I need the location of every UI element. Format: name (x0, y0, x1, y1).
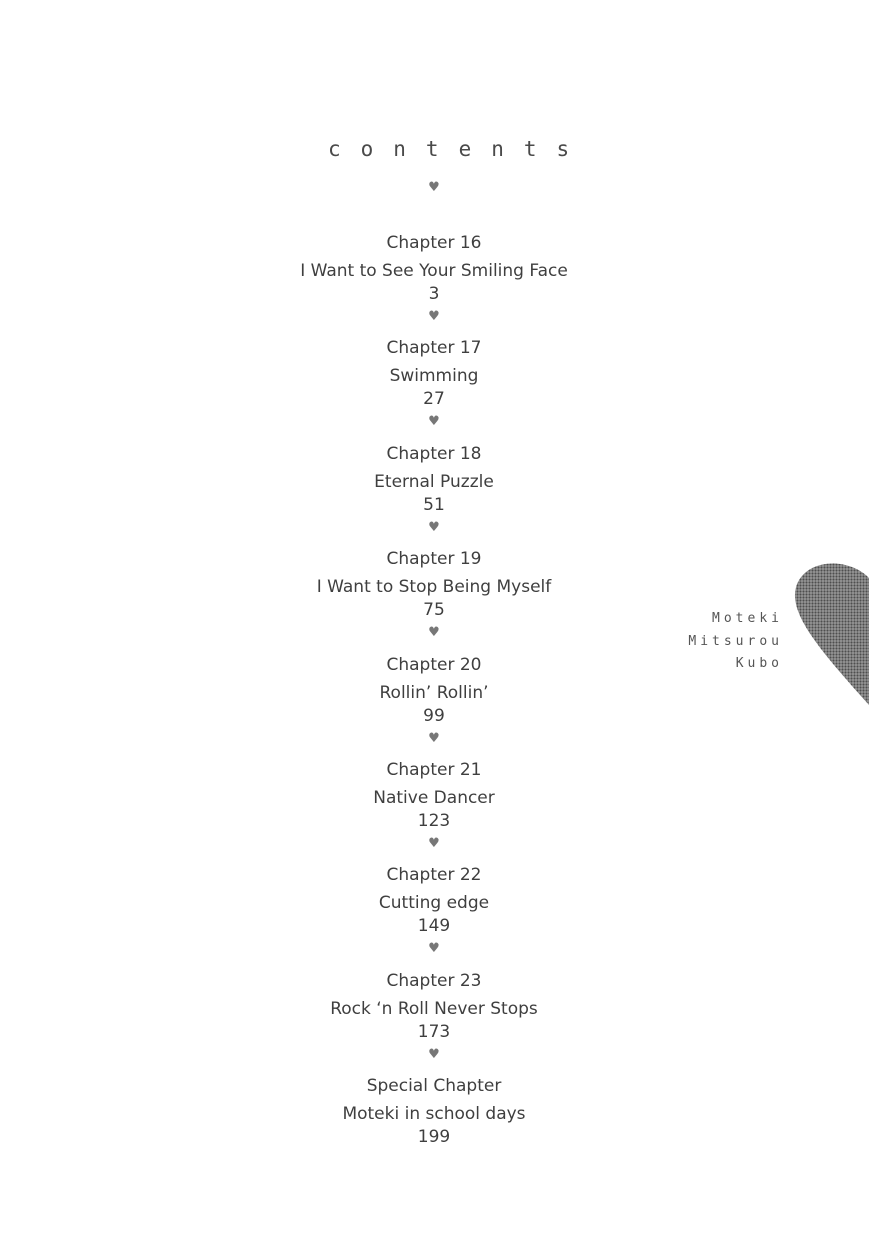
chapter-title: Moteki in school days (342, 1104, 526, 1125)
heart-icon: ♥ (428, 180, 440, 195)
page-number: 51 (423, 494, 445, 515)
chapter-label: Chapter 19 (386, 549, 482, 570)
chapter-label: Chapter 22 (386, 865, 482, 886)
chapter-title: Cutting edge (378, 893, 490, 914)
author-title-line: Moteki (712, 611, 783, 626)
toc-entry-chapter-21 (234, 759, 634, 864)
chapter-title: I Want to Stop Being Myself (316, 577, 552, 598)
author-first-name: Mitsurou (688, 633, 783, 649)
heart-icon: ♥ (428, 730, 440, 746)
chapter-label: Chapter 16 (386, 233, 482, 253)
toc-entry-chapter-18 (234, 443, 634, 548)
heart-icon: ♥ (428, 835, 440, 851)
chapter-title: Native Dancer (373, 787, 495, 808)
chapter-label: Chapter 21 (386, 759, 482, 780)
contents-heading: contents (328, 137, 590, 161)
heart-icon (790, 560, 869, 710)
toc-entry-chapter-23 (234, 970, 634, 1075)
toc-entry-special-chapter (234, 1075, 634, 1180)
chapter-title: Rock ‘n Roll Never Stops (330, 998, 538, 1019)
chapter-label: Chapter 20 (386, 654, 482, 675)
page-number: 199 (417, 1127, 451, 1148)
page-number: 75 (423, 600, 445, 621)
chapter-label: Special Chapter (366, 1076, 502, 1097)
page-number: 3 (428, 284, 440, 304)
page-number: 123 (417, 810, 451, 831)
page-number: 27 (423, 389, 445, 410)
chapter-label: Chapter 17 (386, 338, 482, 359)
page-number: 99 (423, 705, 445, 726)
table-of-contents (234, 232, 634, 1181)
page-number: 149 (417, 916, 451, 937)
chapter-label: Chapter 18 (386, 443, 482, 464)
toc-entry-chapter-22 (234, 864, 634, 969)
toc-entry-chapter-19 (234, 548, 634, 653)
heart-icon: ♥ (428, 414, 440, 430)
chapter-title: Swimming (389, 366, 479, 387)
page-number: 173 (417, 1021, 451, 1042)
heart-icon: ♥ (428, 625, 440, 641)
toc-entry-chapter-16 (234, 232, 634, 337)
heart-icon: ♥ (428, 941, 440, 957)
author-last-name: Kubo (735, 656, 783, 671)
chapter-title: Eternal Puzzle (374, 471, 494, 492)
chapter-title: Rollin’ Rollin’ (379, 682, 489, 703)
heart-icon: ♥ (428, 309, 440, 324)
chapter-label: Chapter 23 (386, 970, 482, 991)
chapter-title: I Want to See Your Smiling Face (300, 261, 568, 281)
toc-entry-chapter-17 (234, 337, 634, 442)
heart-icon: ♥ (428, 1046, 440, 1062)
author-credit (688, 608, 783, 676)
toc-entry-chapter-20 (234, 654, 634, 759)
heart-icon: ♥ (428, 519, 440, 535)
